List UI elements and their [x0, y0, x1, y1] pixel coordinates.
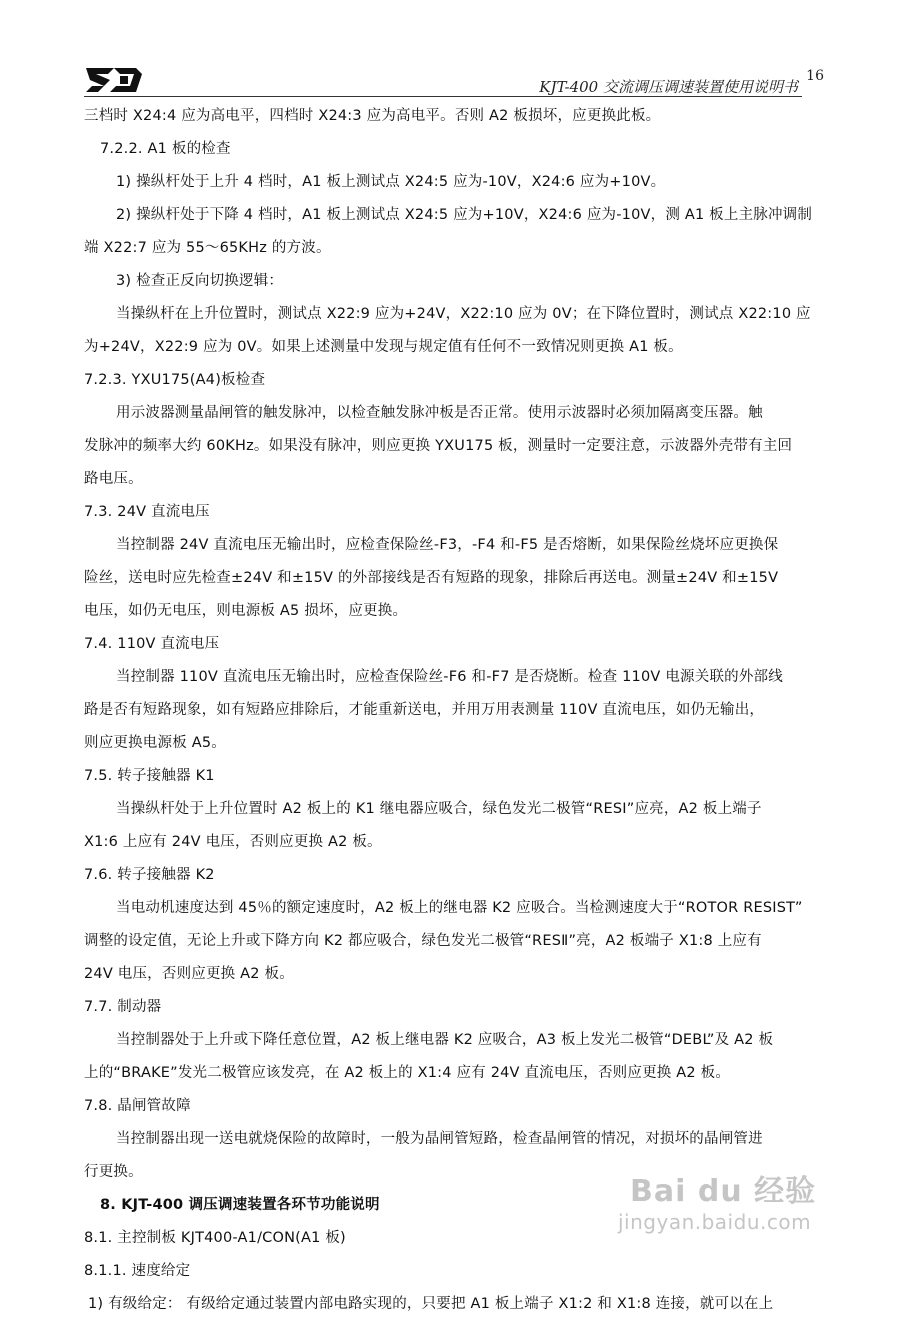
section-heading: 7.7. 制动器: [84, 999, 162, 1015]
text-line: 为+24V，X22:9 应为 0V。如果上述测量中发现与规定值有任何不一致情况则更换 A1 板。: [84, 339, 683, 355]
paragraph-line: 当电动机速度达到 45％的额定速度时，A2 板上的继电器 K2 应吸合。当检测速度大于“ROTOR RESIST”: [116, 900, 803, 916]
text-line: 电压，如仍无电压，则电源板 A5 损坏，应更换。: [84, 603, 408, 619]
section-heading: 7.6. 转子接触器 K2: [84, 867, 215, 883]
paragraph-line: 当操纵杆在上升位置时，测试点 X22:9 应为+24V，X22:10 应为 0V；在下降位置时，测试点 X22:10 应: [116, 306, 811, 322]
list-item: 1) 有级给定： 有级给定通过装置内部电路实现的，只要把 A1 板上端子 X1:2 和 X1:8 连接，就可以在上: [88, 1296, 774, 1312]
section-heading: 8.1.1. 速度给定: [84, 1263, 191, 1279]
text-line: X1:6 上应有 24V 电压，否则应更换 A2 板。: [84, 834, 382, 850]
text-line: 调整的设定值，无论上升或下降方向 K2 都应吸合，绿色发光二极管“RESⅡ”亮，A2 板端子 X1:8 上应有: [84, 933, 762, 949]
page-number: 16: [806, 68, 824, 84]
section-heading: 7.4. 110V 直流电压: [84, 636, 220, 652]
paragraph-line: 当操纵杆处于上升位置时 A2 板上的 K1 继电器应吸合，绿色发光二极管“RESⅠ”应亮，A2 板上端子: [116, 801, 762, 817]
section-heading: 8.1. 主控制板 KJT400-A1/CON(A1 板): [84, 1230, 346, 1246]
paragraph-line: 当控制器 110V 直流电压无输出时，应检查保险丝-F6 和-F7 是否烧断。检查 110V 电源关联的外部线: [116, 669, 783, 685]
section-heading: 7.2.3. YXU175(A4)板检查: [84, 372, 266, 388]
header-rule: [84, 96, 802, 97]
text-line: 发脉冲的频率大约 60KHz。如果没有脉冲，则应更换 YXU175 板，测量时一定要注意，示波器外壳带有主回: [84, 438, 793, 454]
page-header: [84, 62, 824, 98]
text-line: 端 X22:7 应为 55～65KHz 的方波。: [84, 240, 331, 256]
section-heading: 7.2.2. A1 板的检查: [100, 141, 231, 157]
text-line: 险丝，送电时应先检查±24V 和±15V 的外部接线是否有短路的现象，排除后再送电。测量±24V 和±15V: [84, 570, 779, 586]
text-line: 上的“BRAKE”发光二极管应该发亮，在 A2 板上的 X1:4 应有 24V 直流电压，否则应更换 A2 板。: [84, 1065, 731, 1081]
paragraph-line: 当控制器 24V 直流电压无输出时，应检查保险丝-F3，-F4 和-F5 是否熔断，如果保险丝烧坏应更换保: [116, 537, 779, 553]
text-line: 行更换。: [84, 1164, 143, 1180]
section-heading: 7.3. 24V 直流电压: [84, 504, 210, 520]
list-item: 1) 操纵杆处于上升 4 档时，A1 板上测试点 X24:5 应为-10V，X24:6 应为+10V。: [116, 174, 666, 190]
document-title: KJT-400 交流调压调速装置使用说明书: [539, 78, 798, 96]
text-line: 路电压。: [84, 471, 143, 487]
text-line: 路是否有短路现象，如有短路应排除后，才能重新送电，并用万用表测量 110V 直流电压，如仍无输出，: [84, 702, 765, 718]
baidu-watermark: [610, 1166, 850, 1256]
section-heading: 7.5. 转子接触器 K1: [84, 768, 215, 784]
text-line: 三档时 X24:4 应为高电平，四档时 X24:3 应为高电平。否则 A2 板损坏，应更换此板。: [84, 108, 661, 124]
paragraph-line: 当控制器处于上升或下降任意位置，A2 板上继电器 K2 应吸合，A3 板上发光二极管“DEBL”及 A2 板: [116, 1032, 774, 1048]
list-item: 2) 操纵杆处于下降 4 档时，A1 板上测试点 X24:5 应为+10V，X24:6 应为-10V，测 A1 板上主脉冲调制: [116, 207, 813, 223]
section-heading: 7.8. 晶闸管故障: [84, 1098, 191, 1114]
document-body: [84, 100, 824, 1321]
list-item: 3) 检查正反向切换逻辑：: [116, 273, 284, 289]
text-line: 则应更换电源板 A5。: [84, 735, 226, 751]
chapter-heading: 8. KJT-400 调压调速装置各环节功能说明: [100, 1197, 380, 1213]
watermark-url: jingyan.baidu.com: [618, 1210, 812, 1234]
paragraph-line: 用示波器测量晶闸管的触发脉冲，以检查触发脉冲板是否正常。使用示波器时必须加隔离变压器。触: [116, 405, 763, 421]
company-logo-icon: [84, 66, 144, 94]
watermark-logo: Bai du 经验: [630, 1174, 817, 1209]
text-line: 24V 电压，否则应更换 A2 板。: [84, 966, 294, 982]
paragraph-line: 当控制器出现一送电就烧保险的故障时，一般为晶闸管短路，检查晶闸管的情况，对损坏的晶闸管进: [116, 1131, 763, 1147]
